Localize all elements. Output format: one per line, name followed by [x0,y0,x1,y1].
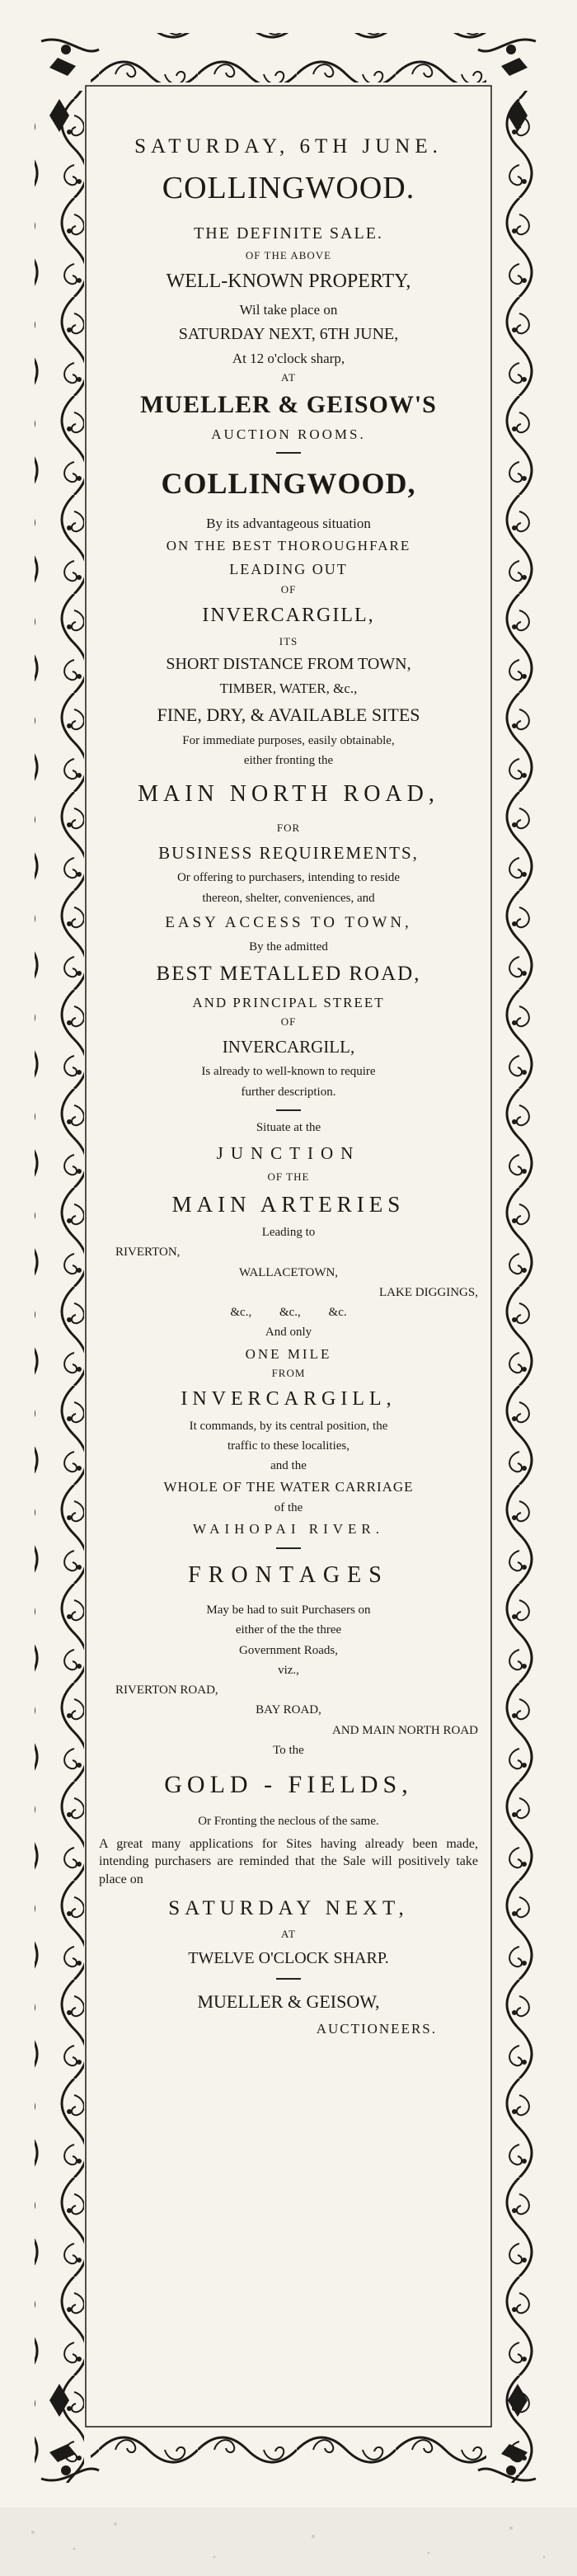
body-line-3: LEADING OUT [229,560,348,577]
body-line-11: either fronting the [243,753,334,767]
frontages-line-4: viz., [278,1663,299,1677]
frontages-line-6: BAY ROAD, [256,1703,321,1717]
body-line-22: INVERCARGILL, [222,1037,355,1057]
body-heading: COLLINGWOOD, [161,467,416,501]
border-right [493,91,542,2483]
body-line-1: By its advantageous situation [206,516,371,532]
body-line-17: EASY ACCESS TO TOWN, [165,913,412,931]
body-line-7: SHORT DISTANCE FROM TOWN, [166,654,411,673]
junction-line-6: RIVERTON, [115,1246,181,1260]
frontages-line-8: To the [273,1743,304,1757]
junction-line-5: Leading to [261,1226,316,1240]
junction-line-2: JUNCTION [216,1143,361,1164]
junction-line-1: Situate at the [256,1120,321,1134]
body-line-23: Is already to well-known to require [201,1065,376,1079]
junction-line-9 [91,1306,486,1320]
frontages-line-14: TWELVE O'CLOCK SHARP. [188,1949,389,1968]
body-line-6: ITS [279,634,298,648]
etc-3: &c. [328,1306,347,1320]
junction-line-12: FROM [271,1367,306,1380]
sale-date: SATURDAY, 6TH JUNE. [134,135,443,158]
body-line-2: ON THE BEST THOROUGHFARE [166,537,411,553]
intro-line-7: AT [281,371,296,384]
advertisement-text [91,124,486,2042]
etc-1: &c., [230,1306,252,1320]
intro-line-2: OF THE ABOVE [245,249,332,262]
frontages-line-5: RIVERTON ROAD, [115,1684,218,1697]
border-bottom [91,2429,486,2479]
auction-rooms: AUCTION ROOMS. [211,426,366,442]
intro-line-4: Wil take place on [239,301,338,318]
frontages-line-3: Government Roads, [239,1643,338,1657]
body-line-5: INVERCARGILL, [202,605,375,627]
body-line-8: TIMBER, WATER, &c., [219,680,358,696]
page-bottom-smudge [0,2508,577,2576]
title: COLLINGWOOD. [162,170,415,205]
junction-line-7: WALLACETOWN, [238,1265,339,1279]
body-line-14: BUSINESS REQUIREMENTS, [158,843,419,864]
junction-line-13: INVERCARGILL, [181,1388,396,1410]
intro-line-5: SATURDAY NEXT, 6TH JUNE, [178,324,399,343]
divider [276,1547,301,1549]
divider [276,452,301,454]
etc-2: &c., [279,1306,301,1320]
junction-line-17: WHOLE OF THE WATER CARRIAGE [163,1479,414,1495]
body-line-15: Or offering to purchasers, intending to reside [176,871,401,885]
junction-line-11: ONE MILE [245,1345,332,1362]
body-line-9: FINE, DRY, & AVAILABLE SITES [157,704,420,726]
junction-line-14: It commands, by its central position, the [189,1419,388,1433]
body-line-13: FOR [276,822,301,835]
body-line-16: thereon, shelter, conveniences, and [202,891,375,905]
body-line-20: AND PRINCIPAL STREET [192,994,385,1010]
body-line-24: further description. [241,1085,336,1099]
body-line-4: OF [280,583,297,596]
auctioneer-name: MUELLER & GEISOW'S [140,391,437,418]
frontages-heading: FRONTAGES [188,1561,389,1588]
junction-line-8: LAKE DIGGINGS, [379,1285,478,1299]
frontages-paragraph: A great many applications for Sites having already been made, intending purchasers are reminded that the Sale will positively take place on [99,1836,478,1886]
gold-fields: GOLD - FIELDS, [164,1771,413,1798]
body-line-12: MAIN NORTH ROAD, [138,781,439,808]
body-line-19: BEST METALLED ROAD, [156,962,421,985]
junction-line-3: OF THE [267,1170,310,1184]
frontages-line-1: May be had to suit Purchasers on [206,1604,371,1617]
junction-line-10: And only [265,1326,312,1340]
junction-line-15: traffic to these localities, [227,1439,349,1453]
junction-line-19: WAIHOPAI RIVER. [193,1521,384,1538]
frontages-line-10: Or Fronting the neclous of the same. [198,1814,379,1828]
body-line-21: OF [280,1015,297,1029]
junction-line-16: and the [270,1459,307,1473]
body-line-10: For immediate purposes, easily obtainable, [182,733,395,747]
frontages-line-12: SATURDAY NEXT, [168,1896,409,1919]
divider [276,1109,301,1111]
junction-line-18: of the [274,1501,303,1515]
border-left [35,91,84,2483]
divider [276,1978,301,1980]
intro-line-6: At 12 o'clock sharp, [232,350,345,366]
frontages-line-13: AT [281,1928,296,1941]
signature-name: MUELLER & GEISOW, [197,1991,380,2013]
signature-title: AUCTIONEERS. [316,2020,437,2037]
frontages-line-7: AND MAIN NORTH ROAD [331,1723,478,1737]
border-top [91,33,486,82]
body-line-18: By the admitted [249,940,328,954]
junction-line-4: MAIN ARTERIES [171,1192,406,1217]
intro-line-3: WELL-KNOWN PROPERTY, [166,271,411,293]
frontages-line-2: either of the the three [235,1623,342,1637]
intro-line-1: THE DEFINITE SALE. [194,224,383,243]
